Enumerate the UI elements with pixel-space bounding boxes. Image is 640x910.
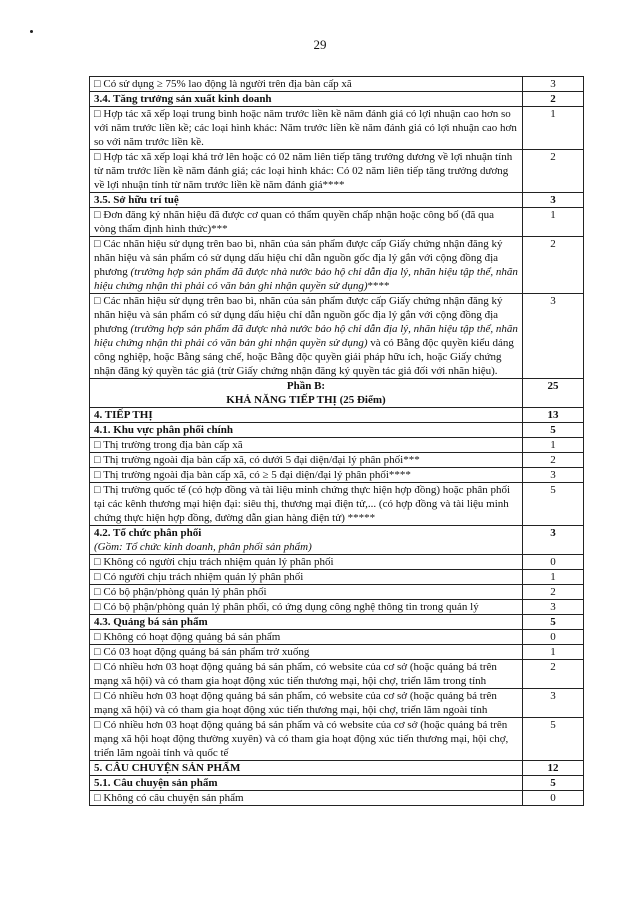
table-row — [90, 468, 584, 483]
score-cell: 3 — [523, 526, 584, 555]
page-number: 29 — [313, 37, 327, 52]
row-text: 4.3. Quảng bá sản phẩm — [94, 616, 208, 628]
score-cell: 5 — [523, 615, 584, 630]
score-cell: 3 — [523, 77, 584, 92]
row-text: □ Không có hoạt động quảng bá sản phẩm — [94, 631, 281, 643]
row-text: 5. CÂU CHUYỆN SẢN PHẨM — [94, 762, 241, 774]
table-row — [90, 570, 584, 585]
score-cell: 2 — [523, 150, 584, 193]
score-cell: 25 — [523, 379, 584, 408]
table-row — [90, 718, 584, 761]
row-tail: **** — [367, 280, 390, 292]
row-note: (Gồm: Tổ chức kinh doanh, phân phối sản phẩm) — [94, 541, 312, 553]
table-row — [90, 453, 584, 468]
table-row — [90, 645, 584, 660]
row-text: □ Có bộ phận/phòng quản lý phân phối — [94, 586, 267, 598]
criterion-text — [90, 294, 523, 379]
section-heading — [90, 526, 523, 555]
table-row — [90, 526, 584, 555]
criterion-text — [90, 791, 523, 806]
row-text: □ Có 03 hoạt động quảng bá sản phẩm trở xuống — [94, 646, 310, 658]
row-text: □ Có nhiều hơn 03 hoạt động quảng bá sản phẩm, có website của cơ sở (hoặc quảng bá trên mạng xã hội) và có tham gia hoạt động xúc tiến thương mại, hội chợ, triển lãm ngoài tỉnh — [94, 690, 497, 716]
row-text: □ Các nhãn hiệu sử dụng trên bao bì, nhãn của sản phẩm được cấp Giấy chứng nhận đăng ký nhãn hiệu và sản phẩm có sử dụng dấu hiệu chỉ dẫn nguồn gốc địa lý gắn với cộng đồng địa phương — [94, 238, 503, 278]
row-text: □ Các nhãn hiệu sử dụng trên bao bì, nhãn của sản phẩm được cấp Giấy chứng nhận đăng ký nhãn hiệu và sản phẩm có sử dụng dấu hiệu chỉ dẫn nguồn gốc địa lý gắn với cộng đồng địa phương — [94, 295, 503, 335]
criterion-text — [90, 718, 523, 761]
row-text: 4.2. Tổ chức phân phối — [94, 527, 202, 539]
score-cell: 12 — [523, 761, 584, 776]
score-cell: 2 — [523, 92, 584, 107]
table-row — [90, 208, 584, 237]
row-text: □ Có sử dụng ≥ 75% lao động là người trên địa bàn cấp xã — [94, 78, 352, 90]
criterion-text — [90, 645, 523, 660]
row-text: □ Hợp tác xã xếp loại khá trở lên hoặc có 02 năm liên tiếp tăng trưởng dương về lợi nhuận tính từ năm trước liền kề năm đánh giá; các loại hình khác: Có 02 năm liên tiếp tăng trưởng dương về lợi nhuận tính từ năm trước liền kề năm đánh giá**** — [94, 151, 513, 191]
section-heading — [90, 776, 523, 791]
row-tail: và có Bằng độc quyền kiểu dáng công nghiệp, hoặc Bằng sáng chế, hoặc Bằng độc quyền giải pháp hữu ích, hoặc Giấy chứng nhận đăng ký quyền tác giả (trừ Giấy chứng nhận đăng ký quyền tác giả đối với nhãn hiệu). — [94, 337, 514, 377]
score-cell: 0 — [523, 791, 584, 806]
score-cell: 5 — [523, 423, 584, 438]
table-row — [90, 423, 584, 438]
score-cell: 2 — [523, 453, 584, 468]
table-row — [90, 77, 584, 92]
row-text: □ Đơn đăng ký nhãn hiệu đã được cơ quan có thẩm quyền chấp nhận hoặc công bố (đã qua vòng thẩm định hình thức)*** — [94, 209, 494, 235]
row-note: (trường hợp sản phẩm đã được nhà nước bảo hộ chỉ dẫn địa lý, nhãn hiệu tập thể, nhãn hiệu chứng nhận thì phải có văn bản ghi nhận quyền sử dụng) — [94, 266, 518, 292]
row-note: (trường hợp sản phẩm đã được nhà nước bảo hộ chỉ dẫn địa lý, nhãn hiệu tập thể, nhãn hiệu chứng nhận thì phải có văn bản ghi nhận quyền sử dụng) — [94, 323, 518, 349]
row-text: □ Thị trường ngoài địa bàn cấp xã, có dưới 5 đại diện/đại lý phân phối*** — [94, 454, 420, 466]
criterion-text — [90, 208, 523, 237]
score-cell: 3 — [523, 689, 584, 718]
row-text: □ Có người chịu trách nhiệm quản lý phân phối — [94, 571, 304, 583]
criterion-text — [90, 585, 523, 600]
score-cell: 3 — [523, 294, 584, 379]
row-text: 3.4. Tăng trưởng sản xuất kinh doanh — [94, 93, 272, 105]
table-row — [90, 193, 584, 208]
score-cell: 0 — [523, 555, 584, 570]
part-heading — [90, 379, 523, 408]
criterion-text — [90, 77, 523, 92]
table-row — [90, 483, 584, 526]
row-text: 3.5. Sở hữu trí tuệ — [94, 194, 179, 206]
score-cell: 2 — [523, 660, 584, 689]
criterion-text — [90, 237, 523, 294]
score-cell: 2 — [523, 237, 584, 294]
score-cell: 2 — [523, 585, 584, 600]
table-row — [90, 379, 584, 408]
row-text: □ Không có người chịu trách nhiệm quản lý phân phối — [94, 556, 334, 568]
section-heading — [90, 92, 523, 107]
score-cell: 1 — [523, 438, 584, 453]
criterion-text — [90, 150, 523, 193]
section-heading — [90, 408, 523, 423]
part-label: Phần B: — [286, 380, 326, 392]
table-row — [90, 107, 584, 150]
score-cell: 3 — [523, 193, 584, 208]
score-cell: 5 — [523, 718, 584, 761]
score-cell: 5 — [523, 483, 584, 526]
table-row — [90, 660, 584, 689]
table-row — [90, 237, 584, 294]
score-cell: 3 — [523, 600, 584, 615]
table-row — [90, 600, 584, 615]
row-text: 5.1. Câu chuyện sản phẩm — [94, 777, 218, 789]
row-text: 4.1. Khu vực phân phối chính — [94, 424, 233, 436]
criterion-text — [90, 660, 523, 689]
criterion-text — [90, 468, 523, 483]
criterion-text — [90, 689, 523, 718]
table-row — [90, 92, 584, 107]
criterion-text — [90, 483, 523, 526]
score-cell: 1 — [523, 208, 584, 237]
table-row — [90, 689, 584, 718]
criterion-text — [90, 630, 523, 645]
row-text: □ Thị trường ngoài địa bàn cấp xã, có ≥ 5 đại diện/đại lý phân phối**** — [94, 469, 411, 481]
criterion-text — [90, 453, 523, 468]
criterion-text — [90, 600, 523, 615]
table-row — [90, 438, 584, 453]
row-text: □ Hợp tác xã xếp loại trung bình hoặc năm trước liền kề năm đánh giá có lợi nhuận cao hơn so với năm trước liền kề; các loại hình khác: Năm trước liền kề năm đánh giá có lợi nhuận cao hơn so với năm trước liền kề. — [94, 108, 517, 148]
table-row — [90, 761, 584, 776]
row-text: 4. TIẾP THỊ — [94, 409, 153, 421]
section-heading — [90, 193, 523, 208]
margin-dot — [30, 30, 33, 33]
row-text: □ Thị trường quốc tế (có hợp đồng và tài liệu minh chứng thực hiện hợp đồng) hoặc phân phối tại các kênh thương mại hiện đại: siêu thị, thương mại điện tử,... (có hợp đồng và tài liệu minh chứng thực hiện hợp đồng, đường dẫn gian hàng điện tử) ***** — [94, 484, 511, 524]
criterion-text — [90, 107, 523, 150]
criterion-text — [90, 438, 523, 453]
table-row — [90, 630, 584, 645]
criterion-text — [90, 570, 523, 585]
row-text: □ Có bộ phận/phòng quản lý phân phối, có ứng dụng công nghệ thông tin trong quản lý — [94, 601, 479, 613]
table-row — [90, 294, 584, 379]
row-text: □ Có nhiều hơn 03 hoạt động quảng bá sản phẩm, có website của cơ sở (hoặc quảng bá trên mạng xã hội) và có tham gia hoạt động xúc tiến thương mại, hội chợ, triển lãm trong tỉnh — [94, 661, 497, 687]
table-row — [90, 408, 584, 423]
criteria-table — [89, 76, 584, 806]
score-cell: 1 — [523, 645, 584, 660]
section-heading — [90, 615, 523, 630]
score-cell: 1 — [523, 570, 584, 585]
part-title: KHẢ NĂNG TIẾP THỊ (25 Điểm) — [226, 394, 386, 406]
score-cell: 5 — [523, 776, 584, 791]
row-text: □ Có nhiều hơn 03 hoạt động quảng bá sản phẩm và có website của cơ sở (hoặc quảng bá trên mạng xã hội hoạt động thường xuyên) và có tham gia hoạt động xúc tiến thương mại, hội chợ, triển lãm ngoài tỉnh và quốc tế — [94, 719, 509, 759]
table-row — [90, 555, 584, 570]
row-text: □ Thị trường trong địa bàn cấp xã — [94, 439, 243, 451]
score-cell: 3 — [523, 468, 584, 483]
table-row — [90, 615, 584, 630]
table-row — [90, 150, 584, 193]
section-heading — [90, 761, 523, 776]
score-cell: 1 — [523, 107, 584, 150]
row-text: □ Không có câu chuyện sản phẩm — [94, 792, 244, 804]
score-cell: 0 — [523, 630, 584, 645]
table-row — [90, 791, 584, 806]
criterion-text — [90, 555, 523, 570]
section-heading — [90, 423, 523, 438]
table-row — [90, 585, 584, 600]
score-cell: 13 — [523, 408, 584, 423]
table-row — [90, 776, 584, 791]
